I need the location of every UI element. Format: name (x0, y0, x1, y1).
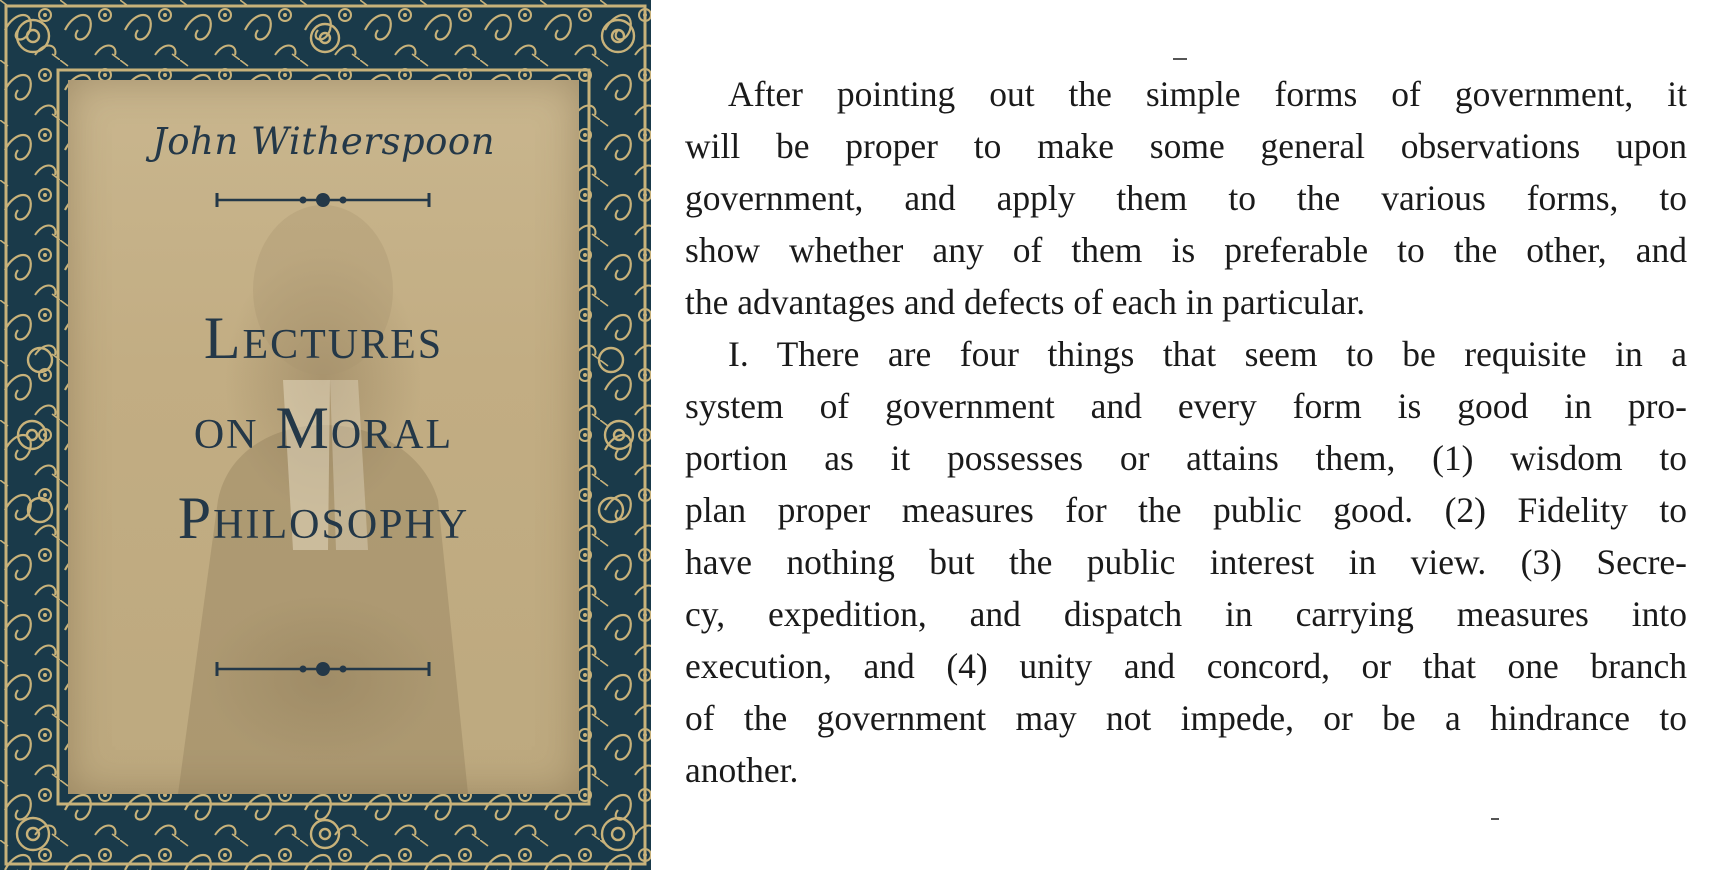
text-page (651, 0, 1728, 870)
author-name: John Witherspoon (151, 120, 496, 163)
text-line: show whether any of them is preferable to the other, and (685, 230, 1687, 270)
text-line: have nothing but the public interest in view. (3) Secre- (685, 542, 1687, 582)
text-line: execution, and (4) unity and concord, or that one branch (685, 646, 1687, 686)
paragraph-2 (685, 328, 1687, 796)
text-line: cy, expedition, and dispatch in carrying measures into (685, 594, 1687, 634)
title-line-1: Lectures (203, 305, 444, 371)
print-mark-top (1173, 58, 1187, 60)
divider-ornament-top (213, 188, 433, 212)
text-line: I. There are four things that seem to be requisite in a (728, 334, 1687, 374)
text-line: the advantages and defects of each in particular. (685, 282, 1366, 322)
title-line-3: Philosophy (177, 485, 470, 551)
text-line: system of government and every form is good in pro- (685, 386, 1687, 426)
text-line: government, and apply them to the various forms, to (685, 178, 1687, 218)
text-line: After pointing out the simple forms of government, it (728, 74, 1687, 114)
text-line: plan proper measures for the public good. (2) Fidelity to (685, 490, 1687, 530)
title-line-2: on Moral (193, 395, 454, 461)
print-mark-bottom (1491, 818, 1499, 820)
book-cover (0, 0, 651, 870)
cover-title-panel (68, 80, 579, 794)
text-line: will be proper to make some general observations upon (685, 126, 1687, 166)
text-line: portion as it possesses or attains them, (1) wisdom to (685, 438, 1687, 478)
paragraph-1 (685, 68, 1687, 328)
text-line: of the government may not impede, or be a hindrance to (685, 698, 1687, 738)
divider-ornament-bottom (213, 657, 433, 681)
text-line: another. (685, 750, 799, 790)
